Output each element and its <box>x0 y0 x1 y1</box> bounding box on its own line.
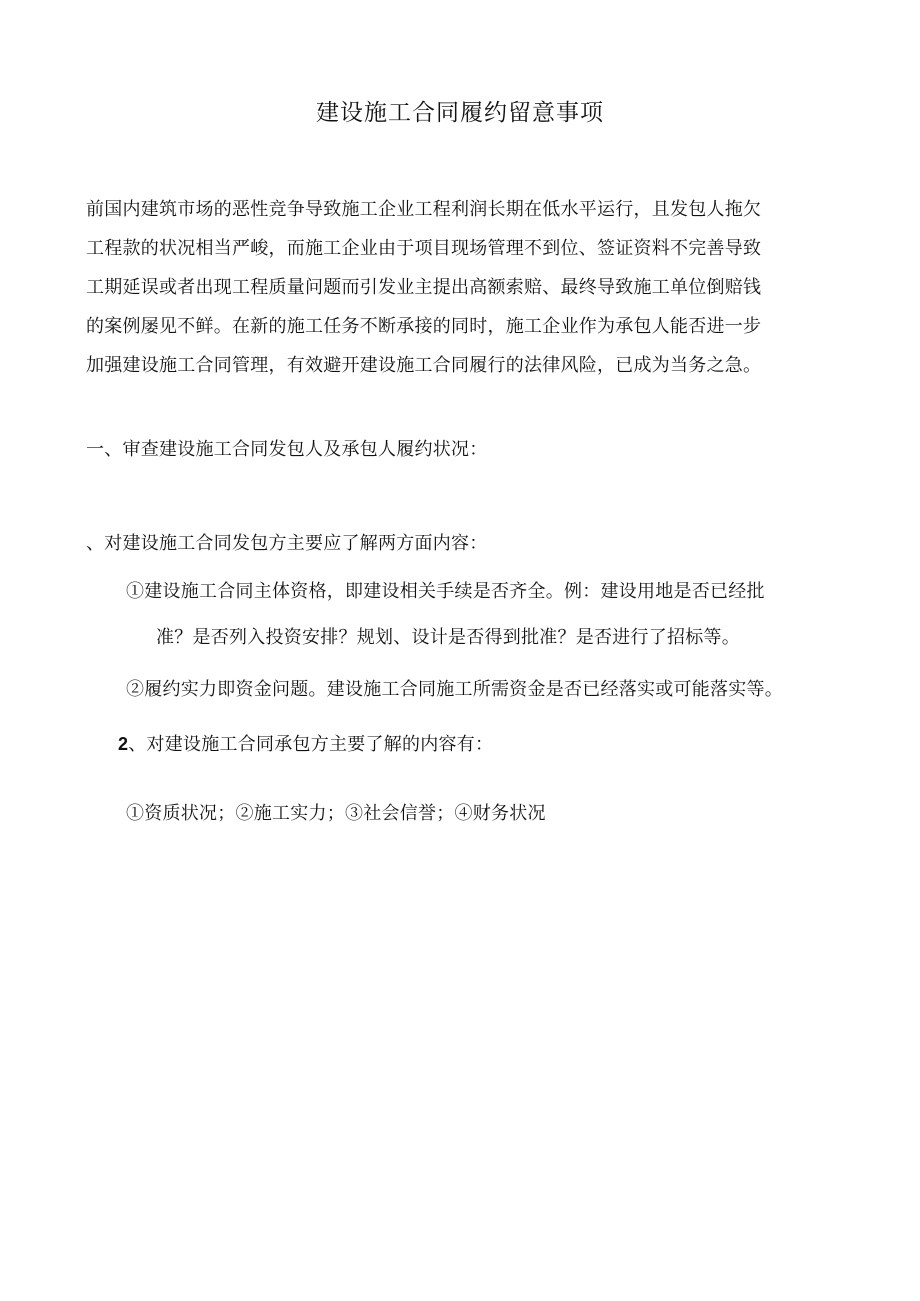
intro-line: 工期延误或者出现工程质量问题而引发业主提出高额索赔、最终导致施工单位倒赔钱 <box>86 277 762 298</box>
section-one-heading: 一、审查建设施工合同发包人及承包人履约状况： <box>86 439 488 460</box>
intro-line: 工程款的状况相当严峻，而施工企业由于项目现场管理不到位、签证资料不完善导致 <box>86 238 762 259</box>
subsection-one-heading: 、对建设施工合同发包方主要应了解两方面内容： <box>86 533 488 554</box>
document-title: 建设施工合同履约留意事项 <box>316 100 604 126</box>
subsection-one-item-2: ②履约实力即资金问题。建设施工合同施工所需资金是否已经落实或可能落实等。 <box>126 679 783 700</box>
subsection-one-item-1-line-1: ①建设施工合同主体资格，即建设相关手续是否齐全。例：建设用地是否已经批 <box>126 581 765 602</box>
intro-paragraph <box>86 190 846 385</box>
subsection-one-item-1-line-2: 准？是否列入投资安排？规划、设计是否得到批准？是否进行了招标等。 <box>156 627 740 648</box>
subsection-two-heading <box>118 730 493 759</box>
intro-line: 的案例屡见不鲜。在新的施工任务不断承接的同时，施工企业作为承包人能否进一步 <box>86 316 762 337</box>
subsection-two-items: ①资质状况；②施工实力；③社会信誉；④财务状况 <box>126 803 546 824</box>
subsection-two-number: 2 <box>118 734 129 754</box>
subsection-two-heading-text: 、对建设施工合同承包方主要了解的内容有： <box>128 734 494 755</box>
intro-line: 加强建设施工合同管理，有效避开建设施工合同履行的法律风险，已成为当务之急。 <box>86 355 762 376</box>
intro-line: 前国内建筑市场的恶性竞争导致施工企业工程利润长期在低水平运行，且发包人拖欠 <box>86 199 762 220</box>
